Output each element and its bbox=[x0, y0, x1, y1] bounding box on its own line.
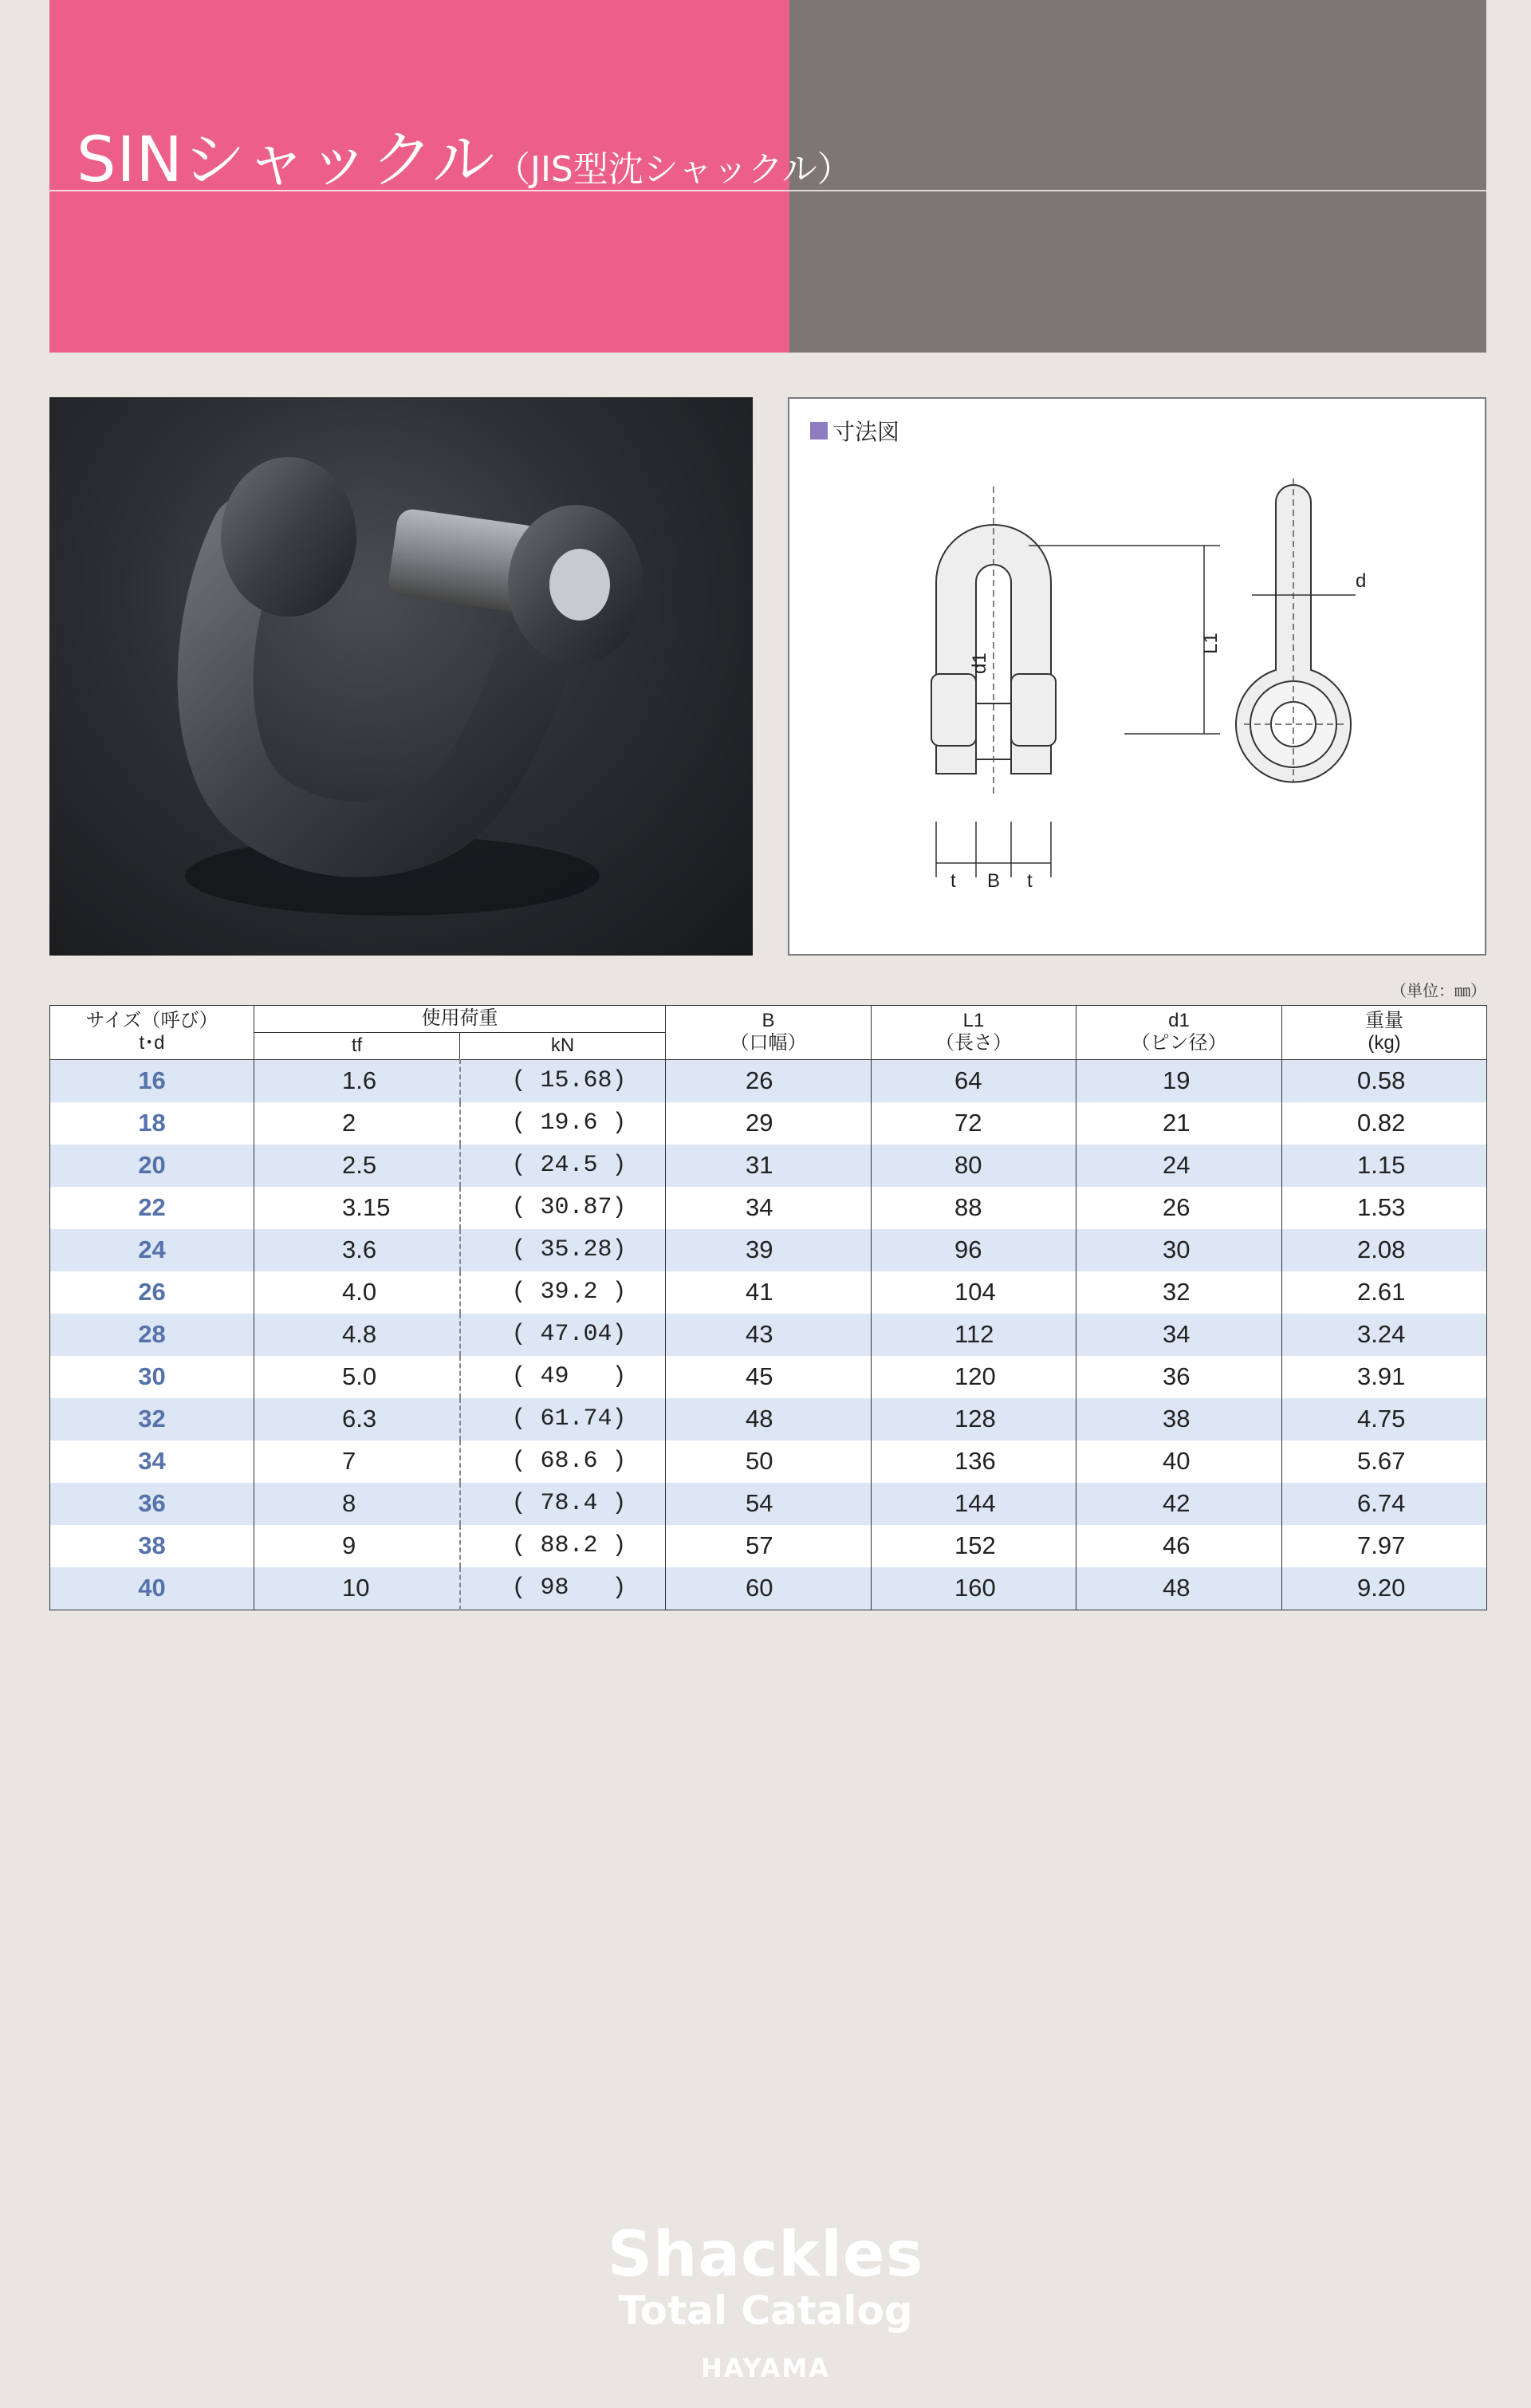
table-row bbox=[50, 1525, 1487, 1567]
cell-d1: 30 bbox=[1076, 1229, 1282, 1271]
col-load-kn: kN bbox=[460, 1032, 666, 1059]
diagram-drawing bbox=[789, 399, 1485, 954]
footer-shackles: Shackles bbox=[607, 2219, 924, 2291]
cell-size: 30 bbox=[50, 1356, 254, 1398]
cell-size: 34 bbox=[50, 1440, 254, 1483]
title-sub: （JIS型沈シャックル） bbox=[494, 149, 852, 190]
cell-b: 41 bbox=[666, 1271, 872, 1314]
cell-w: 6.74 bbox=[1282, 1483, 1487, 1525]
cell-tf: 9 bbox=[254, 1525, 460, 1567]
dim-label-t-right: t bbox=[1027, 870, 1033, 892]
cell-tf: 7 bbox=[254, 1440, 460, 1483]
cell-d1: 26 bbox=[1076, 1187, 1282, 1229]
table-row bbox=[50, 1102, 1487, 1145]
cell-w: 5.67 bbox=[1282, 1440, 1487, 1483]
cell-size: 26 bbox=[50, 1271, 254, 1314]
table-row bbox=[50, 1229, 1487, 1271]
cell-kn: ( 19.6 ) bbox=[460, 1102, 666, 1145]
cell-tf: 5.0 bbox=[254, 1356, 460, 1398]
cell-w: 3.24 bbox=[1282, 1314, 1487, 1356]
cell-d1: 21 bbox=[1076, 1102, 1282, 1145]
cell-d1: 19 bbox=[1076, 1059, 1282, 1102]
cell-w: 0.82 bbox=[1282, 1102, 1487, 1145]
cell-d1: 38 bbox=[1076, 1398, 1282, 1440]
cell-b: 45 bbox=[666, 1356, 872, 1398]
cell-tf: 1.6 bbox=[254, 1059, 460, 1102]
cell-l1: 64 bbox=[872, 1059, 1076, 1102]
cell-l1: 120 bbox=[872, 1356, 1076, 1398]
cell-kn: ( 88.2 ) bbox=[460, 1525, 666, 1567]
cell-size: 40 bbox=[50, 1567, 254, 1610]
cell-b: 26 bbox=[666, 1059, 872, 1102]
footer-hayama: HAYAMA bbox=[701, 2353, 830, 2383]
cell-size: 32 bbox=[50, 1398, 254, 1440]
cell-l1: 152 bbox=[872, 1525, 1076, 1567]
cell-w: 3.91 bbox=[1282, 1356, 1487, 1398]
cell-w: 7.97 bbox=[1282, 1525, 1487, 1567]
cell-l1: 144 bbox=[872, 1483, 1076, 1525]
cell-tf: 6.3 bbox=[254, 1398, 460, 1440]
cell-d1: 32 bbox=[1076, 1271, 1282, 1314]
table-row bbox=[50, 1145, 1487, 1187]
col-d1: d1 （ピン径） bbox=[1076, 1006, 1282, 1060]
cell-d1: 42 bbox=[1076, 1483, 1282, 1525]
cell-l1: 72 bbox=[872, 1102, 1076, 1145]
table-row bbox=[50, 1398, 1487, 1440]
col-l1: L1 （長さ） bbox=[872, 1006, 1076, 1060]
cell-w: 2.61 bbox=[1282, 1271, 1487, 1314]
cell-w: 4.75 bbox=[1282, 1398, 1487, 1440]
dim-label-d: d bbox=[1356, 570, 1367, 592]
cell-tf: 2.5 bbox=[254, 1145, 460, 1187]
table-row bbox=[50, 1356, 1487, 1398]
cell-b: 54 bbox=[666, 1483, 872, 1525]
shackle-photo-illustration bbox=[49, 397, 753, 956]
cell-d1: 24 bbox=[1076, 1145, 1282, 1187]
cell-kn: ( 24.5 ) bbox=[460, 1145, 666, 1187]
cell-w: 2.08 bbox=[1282, 1229, 1487, 1271]
col-size: サイズ（呼び） t･d bbox=[50, 1006, 254, 1060]
cell-w: 1.15 bbox=[1282, 1145, 1487, 1187]
cell-d1: 46 bbox=[1076, 1525, 1282, 1567]
cell-b: 29 bbox=[666, 1102, 872, 1145]
cell-tf: 8 bbox=[254, 1483, 460, 1525]
cell-l1: 88 bbox=[872, 1187, 1076, 1229]
col-load-tf: tf bbox=[254, 1032, 460, 1059]
cell-d1: 36 bbox=[1076, 1356, 1282, 1398]
cell-b: 34 bbox=[666, 1187, 872, 1229]
spec-table bbox=[49, 1005, 1487, 1610]
cell-b: 31 bbox=[666, 1145, 872, 1187]
header-gray-panel bbox=[789, 0, 1486, 353]
cell-kn: ( 49 ) bbox=[460, 1356, 666, 1398]
col-b: B （口幅） bbox=[666, 1006, 872, 1060]
cell-size: 20 bbox=[50, 1145, 254, 1187]
cell-tf: 3.15 bbox=[254, 1187, 460, 1229]
cell-tf: 3.6 bbox=[254, 1229, 460, 1271]
cell-d1: 48 bbox=[1076, 1567, 1282, 1610]
col-weight: 重量 (kg) bbox=[1282, 1006, 1487, 1060]
cell-w: 1.53 bbox=[1282, 1187, 1487, 1229]
cell-kn: ( 78.4 ) bbox=[460, 1483, 666, 1525]
cell-l1: 160 bbox=[872, 1567, 1076, 1610]
dimension-diagram bbox=[788, 397, 1486, 956]
table-row bbox=[50, 1059, 1487, 1102]
table-row bbox=[50, 1567, 1487, 1610]
cell-kn: ( 47.04) bbox=[460, 1314, 666, 1356]
cell-b: 50 bbox=[666, 1440, 872, 1483]
cell-kn: ( 39.2 ) bbox=[460, 1271, 666, 1314]
cell-kn: ( 30.87) bbox=[460, 1187, 666, 1229]
cell-b: 60 bbox=[666, 1567, 872, 1610]
unit-note: （単位：㎜） bbox=[1391, 981, 1486, 1000]
cell-tf: 2 bbox=[254, 1102, 460, 1145]
cell-tf: 10 bbox=[254, 1567, 460, 1610]
dim-label-b: B bbox=[987, 870, 1001, 892]
product-photo bbox=[49, 397, 753, 956]
cell-kn: ( 35.28) bbox=[460, 1229, 666, 1271]
diagram-label-text: 寸法図 bbox=[832, 419, 900, 445]
cell-b: 57 bbox=[666, 1525, 872, 1567]
cell-kn: ( 98 ) bbox=[460, 1567, 666, 1610]
dim-label-t-left: t bbox=[950, 870, 956, 892]
cell-l1: 80 bbox=[872, 1145, 1076, 1187]
cell-w: 9.20 bbox=[1282, 1567, 1487, 1610]
table-row bbox=[50, 1440, 1487, 1483]
cell-size: 24 bbox=[50, 1229, 254, 1271]
dim-label-d1: d1 bbox=[969, 652, 990, 674]
cell-size: 38 bbox=[50, 1525, 254, 1567]
col-load: 使用荷重 bbox=[254, 1006, 666, 1033]
cell-size: 18 bbox=[50, 1102, 254, 1145]
title-main: SINシャックル bbox=[77, 124, 495, 196]
cell-size: 22 bbox=[50, 1187, 254, 1229]
cell-l1: 104 bbox=[872, 1271, 1076, 1314]
cell-tf: 4.0 bbox=[254, 1271, 460, 1314]
cell-b: 43 bbox=[666, 1314, 872, 1356]
cell-b: 48 bbox=[666, 1398, 872, 1440]
table-row bbox=[50, 1483, 1487, 1525]
dim-label-l1: L1 bbox=[1200, 633, 1222, 654]
cell-kn: ( 61.74) bbox=[460, 1398, 666, 1440]
cell-l1: 96 bbox=[872, 1229, 1076, 1271]
cell-size: 36 bbox=[50, 1483, 254, 1525]
cell-l1: 128 bbox=[872, 1398, 1076, 1440]
cell-w: 0.58 bbox=[1282, 1059, 1487, 1102]
cell-kn: ( 68.6 ) bbox=[460, 1440, 666, 1483]
cell-kn: ( 15.68) bbox=[460, 1059, 666, 1102]
table-row bbox=[50, 1271, 1487, 1314]
cell-size: 28 bbox=[50, 1314, 254, 1356]
cell-size: 16 bbox=[50, 1059, 254, 1102]
cell-l1: 112 bbox=[872, 1314, 1076, 1356]
cell-b: 39 bbox=[666, 1229, 872, 1271]
cell-d1: 34 bbox=[1076, 1314, 1282, 1356]
footer-total-catalog: Total Catalog bbox=[618, 2288, 913, 2334]
cell-l1: 136 bbox=[872, 1440, 1076, 1483]
table-row bbox=[50, 1187, 1487, 1229]
table-row bbox=[50, 1314, 1487, 1356]
page-title bbox=[77, 110, 852, 199]
cell-tf: 4.8 bbox=[254, 1314, 460, 1356]
cell-d1: 40 bbox=[1076, 1440, 1282, 1483]
